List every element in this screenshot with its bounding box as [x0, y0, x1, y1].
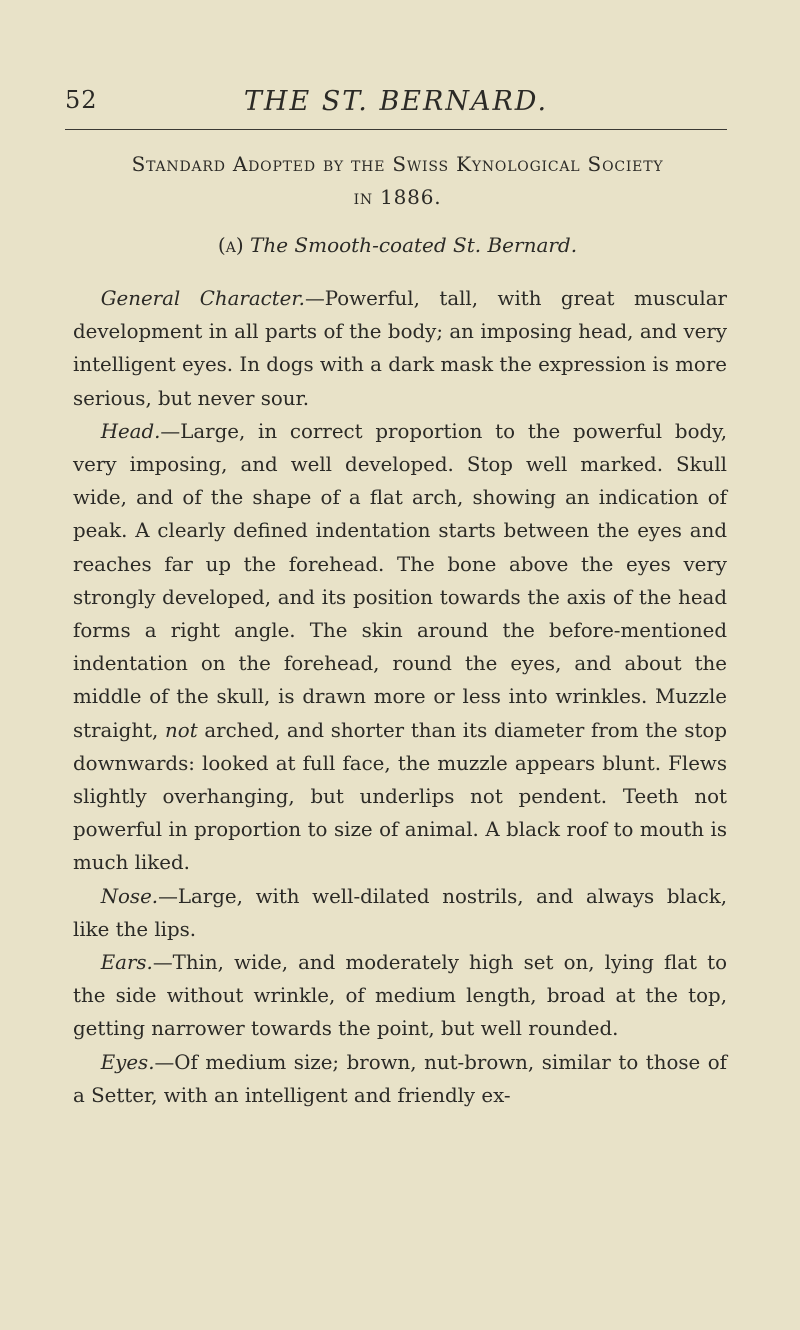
paragraph-text: —Of medium size; brown, nut-brown, similar to those of a Setter, with an intelligent and friendly ex-	[73, 1050, 727, 1107]
standard-heading-line1: Standard Adopted by the Swiss Kynological Society	[131, 152, 664, 176]
paragraph-label: Nose.	[100, 884, 159, 908]
running-title: THE ST. BERNARD.	[243, 86, 549, 117]
running-head	[65, 86, 727, 126]
paragraph-eyes	[73, 1046, 727, 1112]
standard-heading-line2: in 1886.	[353, 185, 442, 209]
paragraph-label: Eyes.	[100, 1050, 155, 1074]
subheading-title: The Smooth-coated St. Bernard.	[249, 233, 578, 257]
paragraph-head	[73, 415, 727, 880]
paragraph-label: Head.	[100, 419, 161, 443]
paragraph-text-continued: arched, and shorter than its diameter from the stop downwards: looked at full face, the muzzle appears blunt. Flews slightly overhanging, but underlips not pendent. Teeth not powerful in proportion to size of animal. A black roof to mouth is much liked.	[73, 718, 727, 875]
paragraph-text: —Thin, wide, and moderately high set on, lying flat to the side without wrinkle, of medium length, broad at the top, getting narrower towards the point, but well rounded.	[73, 951, 727, 1041]
page-number: 52	[65, 86, 98, 114]
body-text	[73, 282, 727, 1112]
paragraph-text: —Large, in correct proportion to the powerful body, very imposing, and well developed. Stop well marked. Skull wide, and of the shape of a flat arch, showing an indication of peak. A clearly defined indentation starts between the eyes and reaches far up the forehead. The bone above the eyes very strongly developed, and its position towards the axis of the head forms a right angle. The skin around the before-mentioned indentation on the forehead, round the eyes, and about the middle of the skull, is drawn more or less into wrinkles. Muzzle straight,	[73, 419, 727, 742]
paragraph-label: General Character.	[100, 287, 305, 310]
paragraph-label: Ears.	[100, 951, 153, 975]
header-rule	[65, 129, 727, 130]
paragraph-emphasis: not	[165, 718, 198, 742]
subheading-marker: (a)	[217, 233, 244, 257]
paragraph-nose	[73, 880, 727, 946]
paragraph-text: —Large, with well-dilated nostrils, and always black, like the lips.	[73, 884, 727, 941]
standard-heading	[70, 148, 725, 214]
paragraph-text: —Powerful, tall, with great muscular development in all parts of the body; an imposing head, and very intelligent eyes. In dogs with a dark mask the expression is more serious, but never sour.	[73, 287, 727, 410]
paragraph-ears	[73, 946, 727, 1046]
section-subheading	[70, 230, 725, 260]
paragraph-general-character	[73, 282, 727, 415]
